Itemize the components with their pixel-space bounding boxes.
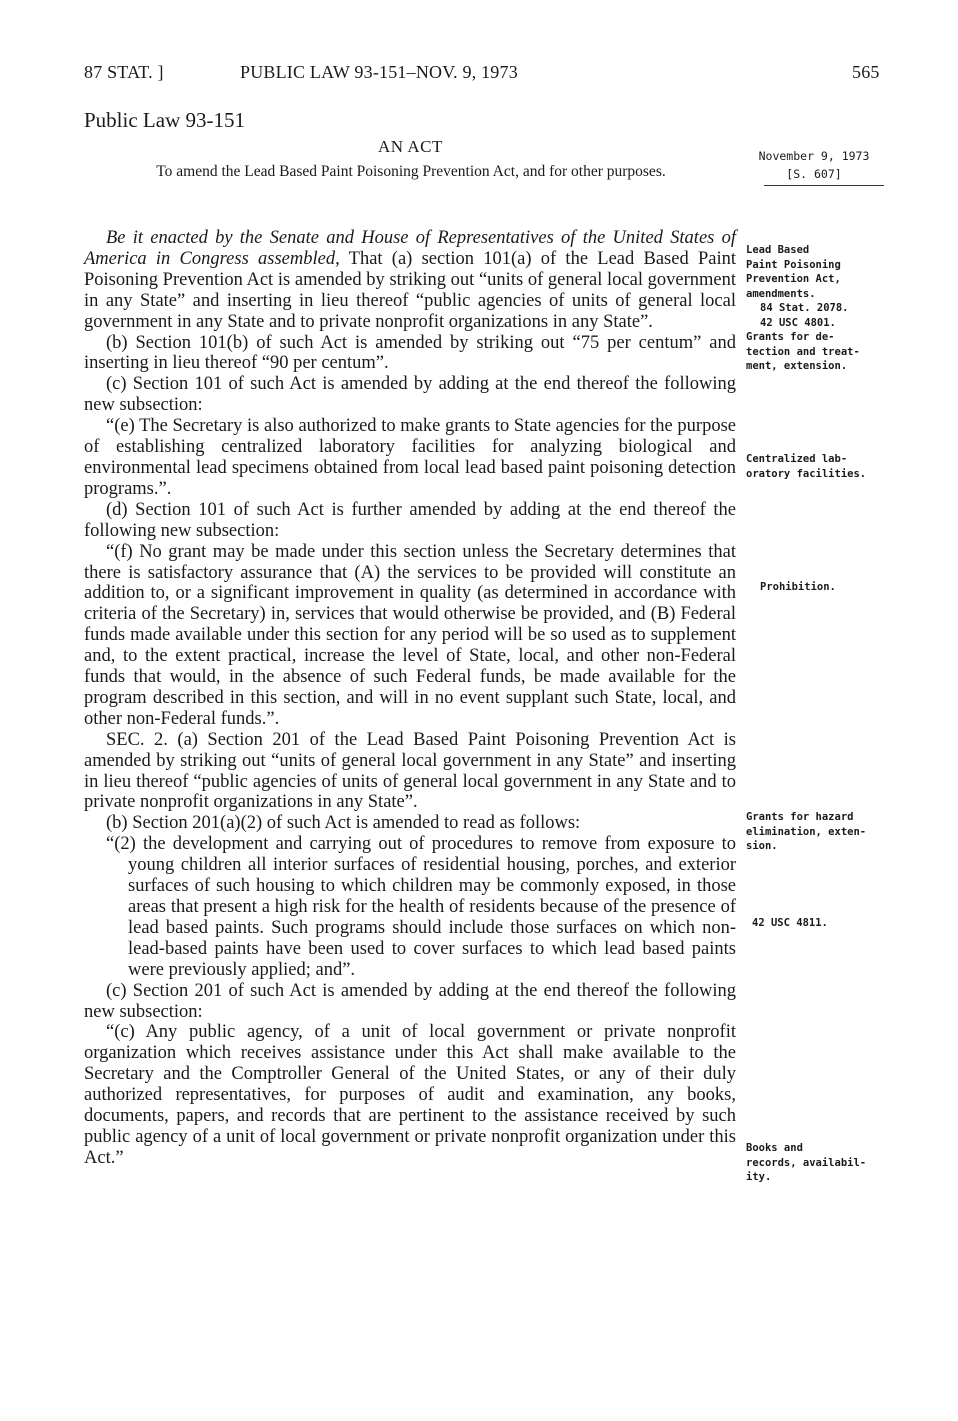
margin-note-prohibition: Prohibition. <box>760 581 836 593</box>
margin-note-usc-4811: 42 USC 4811. <box>752 917 828 929</box>
body-text <box>84 228 736 1169</box>
margin-note-grants-detection: Grants for de- tection and treat- ment, extension. <box>746 331 860 372</box>
paragraph-sec-2a: SEC. 2. (a) Section 201 of the Lead Based Paint Poisoning Prevention Act is amended by striking out “units of general local government in any State” and inserting in lieu thereof “public agencies of units of general local government in any State and to private nonprofit organizations in any State”. <box>84 729 736 813</box>
date-note <box>744 147 884 183</box>
paragraph-sec-2c: (c) Section 201 of such Act is amended by adding at the end thereof the following new subsection: <box>84 980 736 1022</box>
margin-note-laboratory: Centralized lab- oratory facilities. <box>746 453 867 480</box>
running-header-title: PUBLIC LAW 93-151–NOV. 9, 1973 <box>240 62 518 82</box>
paragraph-1d: (d) Section 101 of such Act is further amended by adding at the end thereof the following new subsection: <box>84 499 736 541</box>
paragraph-subsection-c: “(c) Any public agency, of a unit of local government or private nonprofit organization which receives assistance under this Act shall make available to the Secretary and the Comptroller General of the United States, or any of their duly authorized representatives, for purposes of audit and examination, any books, documents, papers, and records that are pertinent to the assistance received by such public agency of a unit of local government or private nonprofit organization under this Act.” <box>84 1022 736 1168</box>
page-number: 565 <box>852 62 880 82</box>
act-purpose: To amend the Lead Based Paint Poisoning Prevention Act, and for other purposes. <box>156 163 666 180</box>
act-heading: AN ACT <box>378 137 443 156</box>
enacting-clause: Be it enacted by the Senate and House of Representatives of the United States of America in Congress assembled, <box>84 228 736 269</box>
paragraph-enacting-clause <box>84 228 736 333</box>
paragraph-sec-2b: (b) Section 201(a)(2) of such Act is amended to read as follows: <box>106 813 581 834</box>
margin-note-hazard-elimination: Grants for hazard elimination, exten- sion. <box>746 811 867 852</box>
enactment-date: November 9, 1973 <box>758 149 870 163</box>
margin-note-amendments: Lead Based Paint Poisoning Prevention Act, amendments. <box>746 244 841 300</box>
bill-number: [S. 607] <box>786 167 842 181</box>
section-1a-text: That (a) section 101(a) of the Lead Based Paint Poisoning Prevention Act is amended by striking out “units of general local government in any State” and inserting in lieu thereof “public agencies of units of general local government in any State and to private nonprofit organizations in any State”. <box>84 248 736 332</box>
paragraph-amended-clause-2: “(2) the development and carrying out of procedures to remove from exposure to young children all interior surfaces of residential housing, porches, and exterior surfaces of such housing to which children may be commonly exposed, in those areas that present a high risk for the health of residents because of the presence of lead based paints. Such programs should include those surfaces on which non-lead-based paints have been used to cover surfaces to which lead based paints were previously applied; and”. <box>106 834 736 980</box>
paragraph-1b: (b) Section 101(b) of such Act is amended by striking out “75 per centum” and inserting in lieu thereof “90 per centum”. <box>84 332 736 374</box>
date-note-rule <box>764 185 884 186</box>
paragraph-1c: (c) Section 101 of such Act is amended by adding at the end thereof the following new subsection: <box>84 374 736 416</box>
running-header-stat-ref: 87 STAT. ] <box>84 62 164 82</box>
margin-note-books-records: Books and records, availabil- ity. <box>746 1142 867 1183</box>
law-title: Public Law 93-151 <box>84 108 245 132</box>
margin-note-citation: 84 Stat. 2078. 42 USC 4801. <box>760 302 849 329</box>
paragraph-subsection-f: “(f) No grant may be made under this section unless the Secretary determines that there is satisfactory assurance that (A) the services to be provided will constitute an addition to, or a significant improvement in quality (as determined in accordance with criteria of the Secretary) in, services that would otherwise be provided, and (B) Federal funds made available under this section for any period will be so used as to supplement and, to the extent practical, increase the level of State, local, and other non-Federal funds that would, in the absence of such Federal funds, be made available for the program described in this section, and will in no event supplant such State, local, and other non-Federal funds.”. <box>84 541 736 729</box>
paragraph-subsection-e: “(e) The Secretary is also authorized to make grants to State agencies for the purpose of establishing centralized laboratory facilities for analyzing biological and environmental lead specimens obtained from local lead based paint poisoning detection programs.”. <box>84 416 736 499</box>
